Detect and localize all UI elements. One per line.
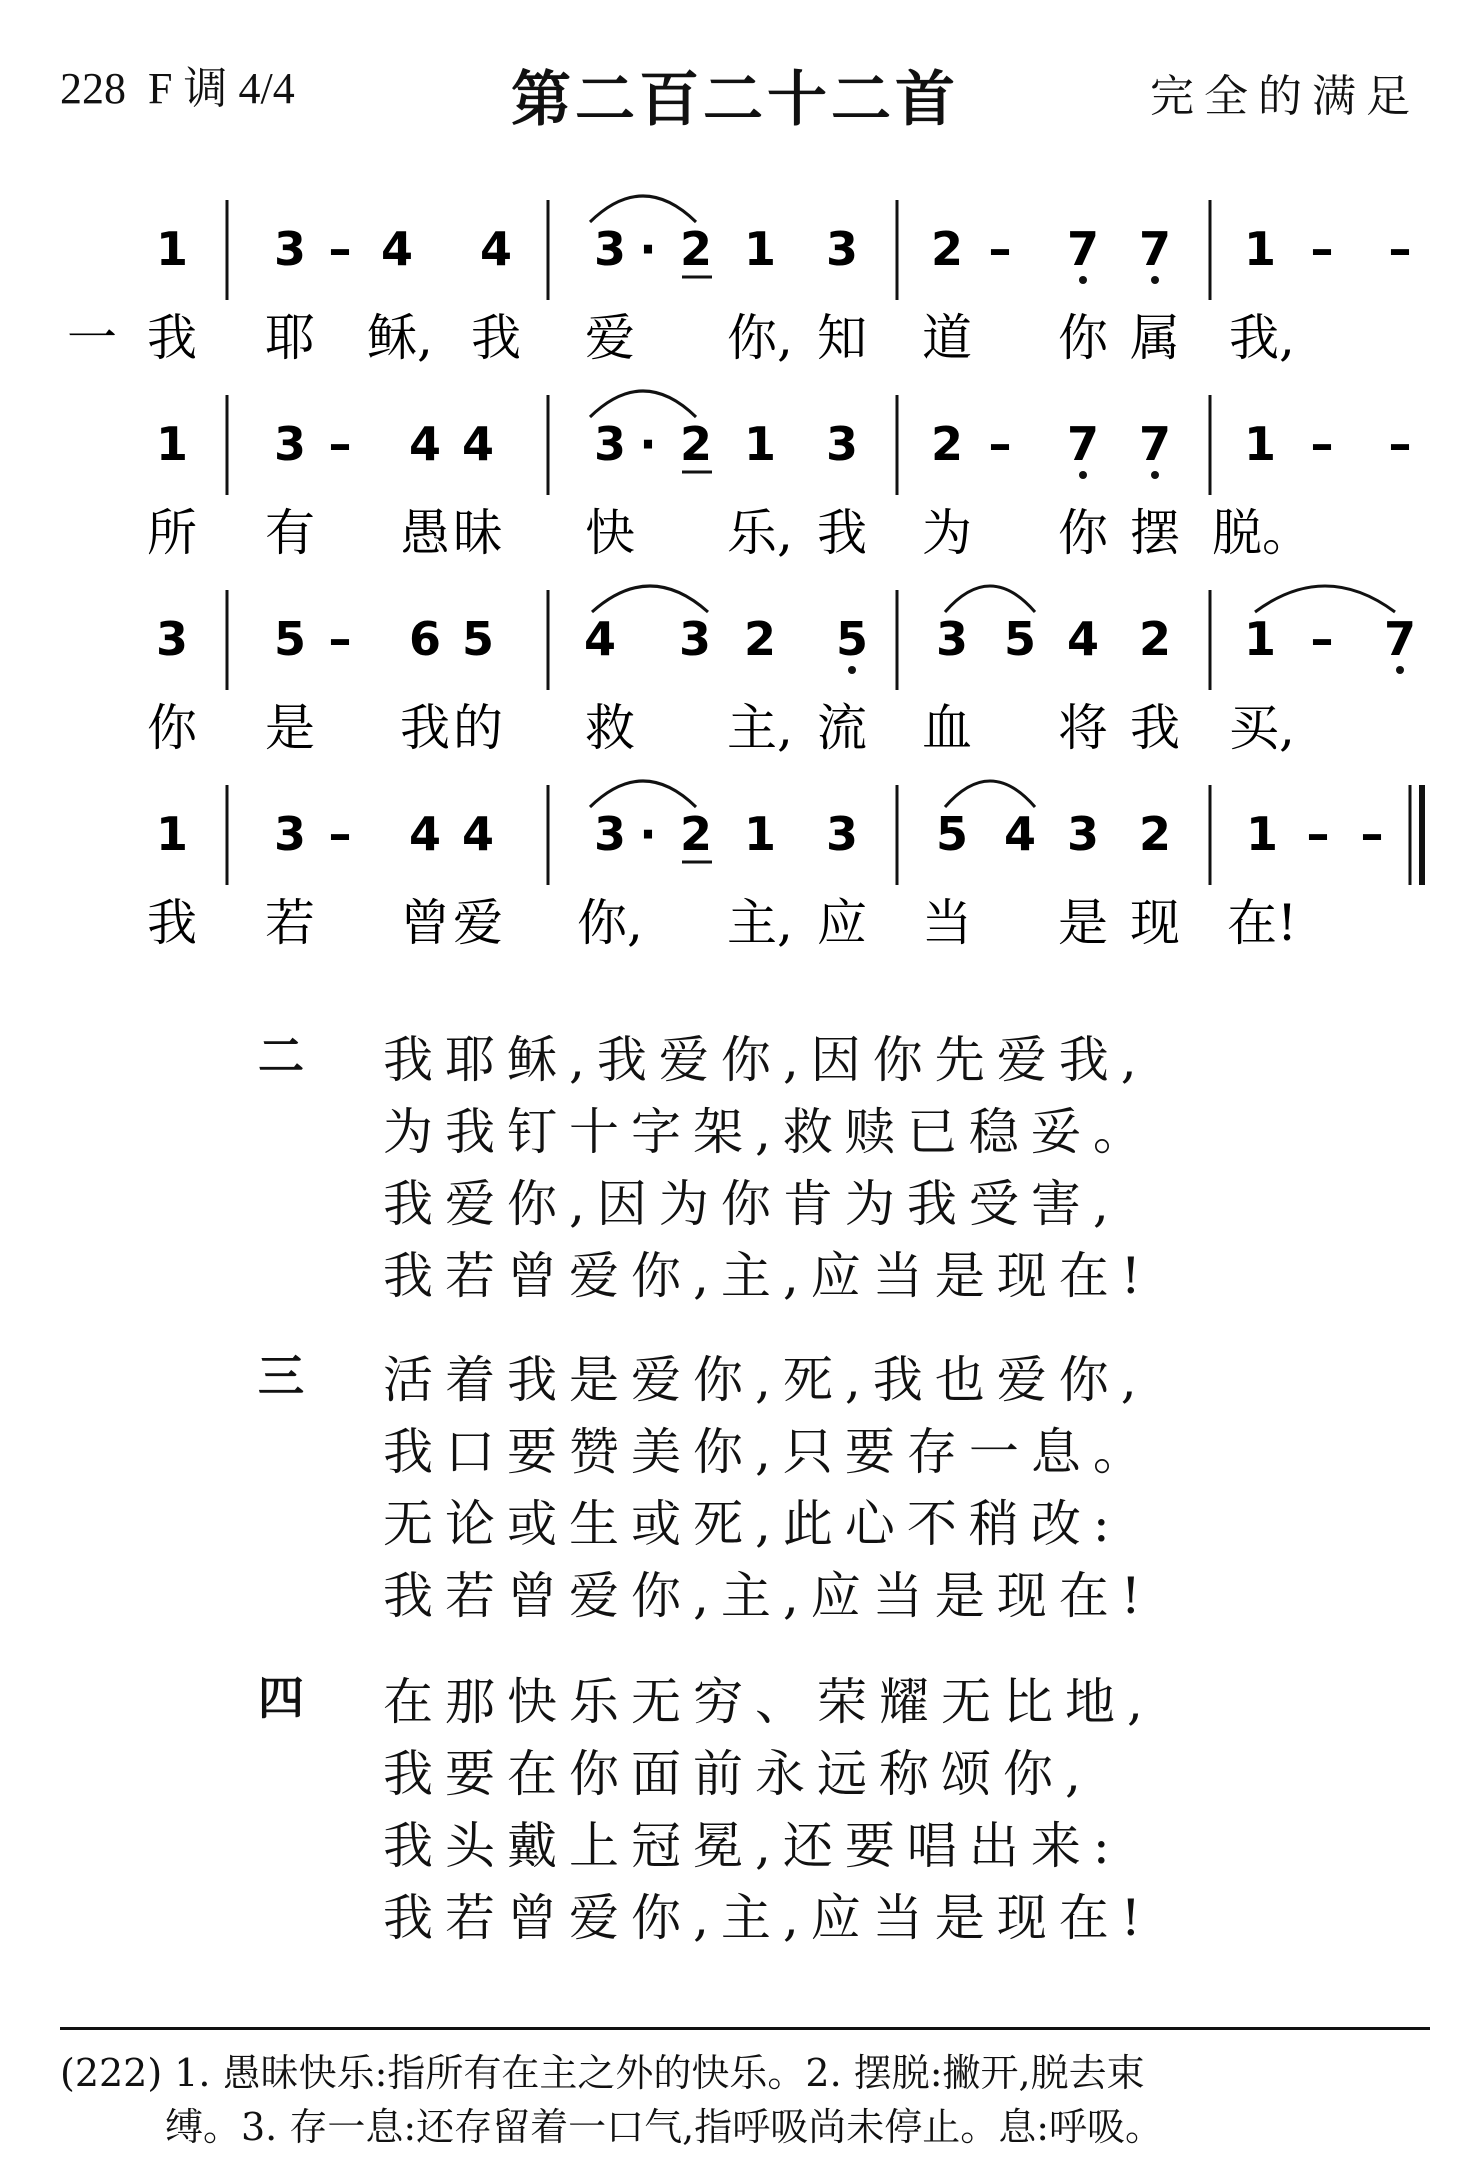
lyric-syllable: 昧: [453, 504, 503, 562]
lyric-syllable: 主,: [727, 894, 793, 952]
note-7: 7: [1066, 222, 1100, 276]
note-3: 3: [825, 417, 859, 471]
verse-line: 我口要赞美你,只要存一息。: [383, 1423, 1155, 1481]
note-6: 6: [408, 612, 442, 666]
note-dot: ·: [639, 807, 657, 861]
note-4: 4: [408, 417, 442, 471]
lyric-syllable: 乐,: [727, 504, 793, 562]
note-extension: –: [1360, 807, 1384, 861]
verse-line: 我若曾爱你,主,应当是现在!: [383, 1247, 1153, 1305]
lyric-syllable: 我: [147, 309, 197, 367]
lyric-syllable: 摆: [1130, 504, 1180, 562]
note-3: 3: [678, 612, 712, 666]
note-4: 4: [583, 612, 617, 666]
lyric-syllable: 稣,: [367, 309, 433, 367]
verse-number: 三: [258, 1349, 304, 1403]
note-3: 3: [155, 612, 189, 666]
note-dot: ·: [639, 222, 657, 276]
verse-line: 我头戴上冠冕,还要唱出来:: [383, 1817, 1122, 1875]
lyric-syllable: 快: [585, 504, 635, 562]
verse-number: 四: [258, 1671, 304, 1725]
note-4: 4: [1003, 807, 1037, 861]
verse-line: 为我钉十字架,救赎已稳妥。: [383, 1103, 1155, 1161]
lyric-syllable: 你: [147, 699, 197, 757]
verse-line: 我若曾爱你,主,应当是现在!: [383, 1567, 1153, 1625]
note-4: 4: [380, 222, 414, 276]
note-extension: –: [988, 417, 1012, 471]
lyric-syllable: 我: [147, 894, 197, 952]
hymn-number: 228: [60, 64, 126, 113]
note-extension: –: [1388, 417, 1412, 471]
note-extension: –: [1388, 222, 1412, 276]
note-2: 2: [930, 417, 964, 471]
lyric-syllable: 我: [817, 504, 867, 562]
lyric-syllable: 主,: [727, 699, 793, 757]
lyric-syllable: 我: [400, 699, 450, 757]
lyric-syllable: 爱: [585, 309, 635, 367]
note-3: 3: [935, 612, 969, 666]
lyric-syllable: 愚: [400, 504, 450, 562]
note-3: 3: [593, 807, 627, 861]
lyric-syllable: 当: [922, 894, 972, 952]
note-4: 4: [408, 807, 442, 861]
lyric-syllable: 买,: [1229, 699, 1295, 757]
note-1: 1: [743, 807, 777, 861]
footnote-line: 缚。3. 存一息:还存留着一口气,指呼吸尚未停止。息:呼吸。: [165, 2105, 1164, 2149]
note-1: 1: [743, 417, 777, 471]
note-1: 1: [155, 807, 189, 861]
note-4: 4: [479, 222, 513, 276]
note-5: 5: [835, 612, 869, 666]
note-2: 2: [1138, 612, 1172, 666]
note-extension: –: [1310, 222, 1334, 276]
lyric-syllable: 脱。: [1212, 504, 1312, 562]
note-4: 4: [461, 807, 495, 861]
note-extension: –: [1310, 612, 1334, 666]
hymn-subtitle: 完全的满足: [1150, 71, 1420, 122]
page-title: 第二百二十二首: [511, 65, 959, 135]
lyric-syllable: 在!: [1226, 894, 1298, 952]
lyric-syllable: 的: [453, 699, 503, 757]
verse-line: 我要在你面前永远称颂你,: [383, 1745, 1093, 1803]
verse-line: 我耶稣,我爱你,因你先爱我,: [383, 1031, 1149, 1089]
note-extension: –: [328, 222, 352, 276]
note-3: 3: [825, 807, 859, 861]
lyric-syllable: 将: [1058, 699, 1108, 757]
lyric-syllable: 你,: [727, 309, 793, 367]
lyric-syllable: 你: [1058, 504, 1108, 562]
lyric-syllable: 知: [817, 309, 867, 367]
note-7: 7: [1138, 222, 1172, 276]
note-2: 2: [1138, 807, 1172, 861]
verse-line: 我若曾爱你,主,应当是现在!: [383, 1889, 1153, 1947]
verse-line: 在那快乐无穷、荣耀无比地,: [383, 1673, 1155, 1731]
note-1: 1: [1243, 612, 1277, 666]
note-3: 3: [825, 222, 859, 276]
footnote-divider: [60, 2027, 1430, 2030]
lyric-syllable: 曾: [400, 894, 450, 952]
footnote-line: (222) 1. 愚昧快乐:指所有在主之外的快乐。2. 摆脱:撇开,脱去束: [60, 2051, 1145, 2095]
note-7: 7: [1138, 417, 1172, 471]
lyric-syllable: 爱: [453, 894, 503, 952]
note-5: 5: [935, 807, 969, 861]
lyric-syllable: 道: [922, 309, 972, 367]
lyric-syllable: 所: [147, 504, 197, 562]
lyric-syllable: 我: [471, 309, 521, 367]
note-1: 1: [743, 222, 777, 276]
note-extension: –: [328, 807, 352, 861]
note-extension: –: [988, 222, 1012, 276]
verse-line: 我爱你,因为你肯为我受害,: [383, 1175, 1121, 1233]
lyric-syllable: 你: [1058, 309, 1108, 367]
note-extension: –: [1310, 417, 1334, 471]
lyric-syllable: 应: [817, 894, 867, 952]
verse-line: 无论或生或死,此心不稍改:: [383, 1495, 1122, 1553]
lyric-syllable: 救: [585, 699, 635, 757]
note-4: 4: [461, 417, 495, 471]
lyric-syllable: 若: [265, 894, 315, 952]
lyric-syllable: 我,: [1229, 309, 1295, 367]
note-3: 3: [273, 222, 307, 276]
verse-line: 活着我是爱你,死,我也爱你,: [383, 1351, 1149, 1409]
note-dot: ·: [639, 417, 657, 471]
lyric-syllable: 你,: [577, 894, 643, 952]
note-3: 3: [593, 417, 627, 471]
note-extension: –: [1306, 807, 1330, 861]
note-7: 7: [1383, 612, 1417, 666]
numbered-musical-score: [0, 0, 1470, 960]
note-1: 1: [155, 417, 189, 471]
note-3: 3: [273, 807, 307, 861]
note-1: 1: [155, 222, 189, 276]
note-3: 3: [273, 417, 307, 471]
lyric-syllable: 血: [922, 699, 972, 757]
lyric-syllable: 现: [1130, 894, 1180, 952]
note-4: 4: [1066, 612, 1100, 666]
note-2: 2: [743, 612, 777, 666]
note-2: 2: [930, 222, 964, 276]
note-1: 1: [1243, 417, 1277, 471]
key-signature: F 调 4/4: [148, 64, 295, 113]
underlines: [679, 277, 713, 862]
note-1: 1: [1243, 222, 1277, 276]
note-3: 3: [593, 222, 627, 276]
note-5: 5: [461, 612, 495, 666]
lyric-syllable: 属: [1130, 309, 1180, 367]
note-5: 5: [273, 612, 307, 666]
note-extension: –: [328, 612, 352, 666]
note-1: 1: [1245, 807, 1279, 861]
note-7: 7: [1066, 417, 1100, 471]
note-2: 2: [679, 417, 713, 471]
lyric-syllable: 是: [1058, 894, 1108, 952]
lyric-syllable: 我: [1130, 699, 1180, 757]
note-extension: –: [328, 417, 352, 471]
verse-number: 二: [258, 1029, 304, 1083]
note-2: 2: [679, 222, 713, 276]
verse-number: 一: [67, 309, 117, 367]
lyric-syllable: 有: [265, 504, 315, 562]
note-3: 3: [1066, 807, 1100, 861]
lyric-syllable: 为: [922, 504, 972, 562]
lyric-syllable: 流: [817, 699, 867, 757]
lyric-syllable: 是: [265, 699, 315, 757]
note-5: 5: [1003, 612, 1037, 666]
lyric-syllable: 耶: [265, 309, 315, 367]
note-2: 2: [679, 807, 713, 861]
